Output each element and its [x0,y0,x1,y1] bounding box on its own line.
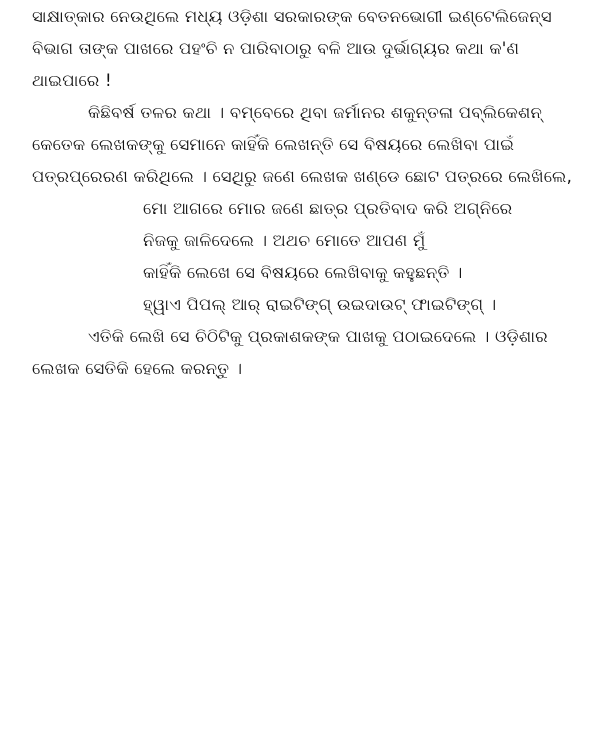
paragraph-line: ଥାଇପାରେ ! [32,71,112,90]
paragraph-line: କେତେକ ଲେଖକଙ୍କୁ ସେମାନେ କାହିଁକି ଲେଖନ୍ତି ସେ ବିଷୟରେ ଲେଖିବା ପାଇଁ [32,135,515,154]
paragraph-line: କିଛିବର୍ଷ ତଳର କଥା । ବମ୍ବେରେ ଥିବା ଜର୍ମାନର ଶକୁନ୍ତଳା ପବ୍ଲିକେଶନ୍ [88,103,543,122]
paragraph-line: ପତ୍ରପ୍ରେରଣ କରିଥିଲେ । ସେଥିରୁ ଜଣେ ଲେଖକ ଖଣ୍ଡେ ଛୋଟ ପତ୍ରରେ ଲେଖିଲେ, [32,167,573,186]
paragraph-line: ସାକ୍ଷାତ୍କାର ନେଉଥିଲେ ମଧ୍ୟ ଓଡ଼ିଶା ସରକାରଙ୍କ ବେତନଭୋଗୀ ଇଣ୍ଟେଲିଜେନ୍‌ସ [32,7,552,26]
quote-line: ମୋ ଆଗରେ ମୋର ଜଣେ ଛାତ୍ର ପ୍ରତିବାଦ କରି ଅଗ୍ନିରେ [143,199,513,218]
paragraph-line: ଲେଖକ ସେତିକି ହେଲେ କରନ୍ତୁ । [32,359,243,378]
quote-line: କାହିଁକି ଲେଖେ ସେ ବିଷୟରେ ଲେଖିବାକୁ କହୁଛନ୍ତି । [143,263,463,282]
paragraph-line: ବିଭାଗ ତାଙ୍କ ପାଖରେ ପହଂଚି ନ ପାରିବାଠାରୁ ବଳି ଆଉ ଦୁର୍ଭାଗ୍ୟର କଥା କ'ଣ [32,39,520,58]
quote-line: ନିଜକୁ ଜାଳିଦେଲେ । ଅଥଚ ମୋତେ ଆପଣ ମୁଁ [143,231,426,250]
paragraph-line: ଏତିକି ଲେଖି ସେ ଚିଠିଟିକୁ ପ୍ରକାଶକଙ୍କ ପାଖକୁ ପଠାଇଦେଲେ । ଓଡ଼ିଶାର [88,327,548,346]
quote-line: ହ୍ୱାଏ ପିପଲ୍ ଆର୍ ରାଇଟିଙ୍ଗ୍ ଉଇଦାଉଟ୍ ଫାଇଟିଙ୍ଗ୍ । [143,295,497,314]
